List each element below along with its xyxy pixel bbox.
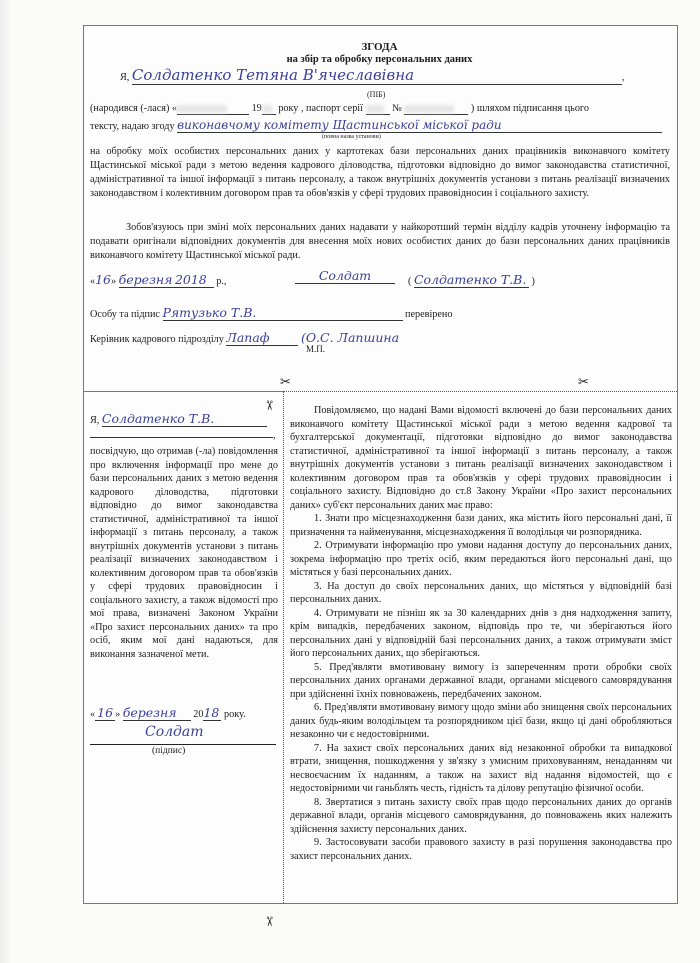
verified-line (90, 305, 452, 321)
tear-off-statement (90, 445, 278, 661)
tear-off-month: березня (122, 705, 177, 720)
right-item: 5. Пред'являти вмотивовану вимогу із запереченням проти обробки своїх персональних даних органами державної влади, органами місцевого самоврядування при здійсненні їхніх повноважень, передбачених законом. (290, 661, 672, 700)
scissors-icon: ✂ (260, 400, 276, 411)
hr-head-signature: Лапаф (226, 330, 270, 345)
obligation-paragraph (90, 221, 670, 263)
right-item: 7. На захист своїх персональних даних від незаконної обробки та випадкової втрати, знищення, пошкодження у зв'язку з умисним приховуванням, ненаданням чи несвоєчасним їх наданням, а також на захист від надання відомостей, що є недостовірними чи ганьблять честь, гідність та ділову репутацію фізичної особи. (290, 742, 672, 794)
tear-off-blank-line (90, 430, 276, 441)
right-item: 2. Отримувати інформацію про умови надання доступу до персональних даних, зокрема інформацію про третіх осіб, яким передаються його персональні дані, що містяться у базі персональних даних. (290, 540, 672, 578)
tear-off-prefix: Я, (90, 415, 100, 426)
right-item: 3. На доступ до своїх персональних даних, що містяться у відповідній базі персональних даних. (290, 580, 672, 605)
name-paren-close: ) (531, 276, 535, 287)
scissors-icon: ✂ (578, 375, 589, 390)
right-item: 6. Пред'являти вмотивовану вимогу щодо зміни або знищення своїх персональних даних будь-яким володільцем та розпорядником цієї бази, якщо ці дані обробляються незаконно чи є недостовірними. (290, 702, 672, 740)
vertical-cut-line (283, 391, 284, 903)
cut-line-dotted (283, 391, 677, 392)
passport-number-label: № (392, 103, 402, 114)
passport-label: року , паспорт серії (278, 103, 363, 114)
date-quote-close: » (115, 709, 121, 720)
birth-year-field (262, 103, 276, 115)
tear-off-year-prefix: 20 (193, 709, 204, 720)
hr-head-line (90, 330, 399, 346)
verifier-handwritten: Рятузько Т.В. (162, 305, 257, 320)
right-item: 8. Звертатися з питань захисту своїх прав щодо персональних даних до органів державної влади, органів місцевого самоврядування, до повноважень яких належить здійснення захисту персональних даних. (290, 796, 672, 835)
birth-label: (народився (-лася) « (90, 103, 178, 114)
tear-off-body: посвідчую, що отримав (-ла) повідомлення про включення інформації про мене до бази персональних даних з метою ведення кадрового діловодства, підготовки відповідно до вимог законодавства статистичної, адміністративної та іншої інформації з питань персоналу, а також внутрішніх документів установи з питань реалізації визначених законодавством і колективним договором прав та обов'язків у сфері трудових правовідносин і соціального захисту, а також відомості про мої права, визначені Законом України «Про захист персональних даних» та про осіб, яким мої дані надаються, для виконання зазначеної мети. (90, 446, 278, 660)
rights-notice (290, 404, 672, 863)
consent-paragraph (90, 145, 670, 201)
institution-handwritten: виконавчому комітету Щастинської міської ради (177, 118, 502, 132)
signature-caption: (підпис) (152, 746, 186, 756)
cut-line-solid (83, 391, 283, 392)
comma: , (273, 430, 276, 441)
consent-date-line (90, 272, 226, 288)
right-item: 1. Знати про місцезнаходження бази даних, яка містить його персональні дані, її призначення та найменування, місцезнаходження її володільця чи розпорядника. (290, 513, 672, 538)
verified-suffix: перевірено (405, 309, 453, 320)
tear-off-day: 16 (97, 705, 114, 720)
signature-line (90, 744, 276, 745)
tear-off-year: 18 (203, 705, 220, 720)
scissors-icon: ✂ (280, 375, 291, 390)
tear-off-signature-handwritten: Солдат (145, 724, 204, 740)
tear-off-name-line (90, 411, 267, 427)
date-quote-open: « (90, 276, 96, 287)
institution-field (177, 118, 662, 133)
consent-signature: Солдат (318, 268, 372, 283)
consent-signature-field (295, 268, 395, 284)
hr-head-label: Керівник кадрового підрозділу (90, 334, 224, 345)
tear-off-name-handwritten: Солдатенко Т.В. (101, 411, 215, 426)
consent-year: 2018 (174, 272, 207, 287)
consent-month: березня (118, 272, 173, 287)
hr-head-name: (О.С. Лапшина (300, 330, 400, 345)
agree-prefix: тексту, надаю згоду (90, 121, 175, 132)
full-name-line: Я, Солдатенко Тетяна В'ячеславівна , (120, 66, 625, 84)
tear-off-year-word: року. (224, 709, 246, 720)
passport-suffix: ) шляхом підписання цього (470, 103, 589, 114)
right-item: 4. Отримувати не пізніш як за 30 календарних днів з дня надходження запиту, крім випадків, передбачених законом, відповідь про те, чи зберігаються його персональних дані у відповідній базі персональних даних, а також отримувати зміст його персональних даних, що зберігаються. (290, 607, 672, 659)
birth-date-field (177, 103, 249, 115)
consent-paragraph-1: на обробку моїх особистих персональних даних у картотеках бази персональних даних працівників виконавчого комітету Щастинської міської ради з метою ведення кадрового діловодства, підготовки відповідно до вимог законодавства статистичної, адміністративної та іншої інформації з питань персоналу, а також внутрішніх документів установи з питань реалізації визначених законодавством і колективним договором прав та обов'язків у сфері трудових правовідносин і соціального захисту. (90, 146, 670, 199)
signer-name: Солдатенко Т.В. (413, 272, 527, 287)
page-edge-shadow (0, 0, 12, 963)
name-paren-open: ( (408, 276, 412, 287)
institution-caption: (повна назва установи) (322, 134, 381, 140)
scissors-icon: ✂ (260, 916, 276, 927)
signer-name-line (408, 272, 535, 288)
tear-off-signature (145, 724, 204, 740)
notice-intro: Повідомляємо, що надані Вами відомості включені до бази персональних даних виконавчого комітету Щастинської міської ради з метою ведення кадрової та бухгалтерської документації, підготовки відповідно до вимог законодавства статистичної, адміністративної та іншої інформації з питань персоналу, а також внутрішніх документів установи з питань реалізації визначених законодавством і колективним договором прав та обов'язків у сфері трудових правовідносин і соціального захисту. Відповідно до ст.8 Закону України «Про захист персональних даних» суб'єкт персональних даних має право: (290, 405, 672, 511)
birth-passport-line (90, 103, 589, 115)
institution-line (90, 118, 662, 133)
name-prefix: Я, (120, 72, 130, 83)
passport-number-field (404, 103, 468, 115)
consent-month-year-field (119, 272, 214, 288)
date-quote-open: « (90, 709, 96, 720)
document-title: ЗГОДА (361, 41, 398, 53)
document-subtitle: на збір та обробку персональних даних (286, 54, 473, 65)
full-name-field (132, 66, 622, 85)
passport-series-field (366, 103, 390, 115)
verified-label: Особу та підпис (90, 309, 160, 320)
date-quote-close: » (111, 276, 117, 287)
seal-label: М.П. (306, 344, 326, 354)
consent-day: 16 (95, 272, 111, 287)
consent-paragraph-2: Зобов'язуюсь при зміні моїх персональних даних надавати у найкоротший термін відділу кадрів уточнену інформацію та подавати оригінали відповідних документів для внесення моїх нових особистих даних до бази персональних даних працівників виконавчого комітету Щастинської міської ради. (90, 222, 670, 261)
birth-year-prefix: 19 (251, 103, 262, 114)
tear-off-date-line (90, 705, 246, 721)
name-caption: (ПІБ) (367, 90, 386, 99)
full-name-handwritten: Солдатенко Тетяна В'ячеславівна (131, 66, 415, 84)
year-suffix: р., (216, 276, 227, 287)
right-item: 9. Застосовувати засоби правового захисту в разі порушення законодавства про захист персональних даних. (290, 837, 672, 862)
